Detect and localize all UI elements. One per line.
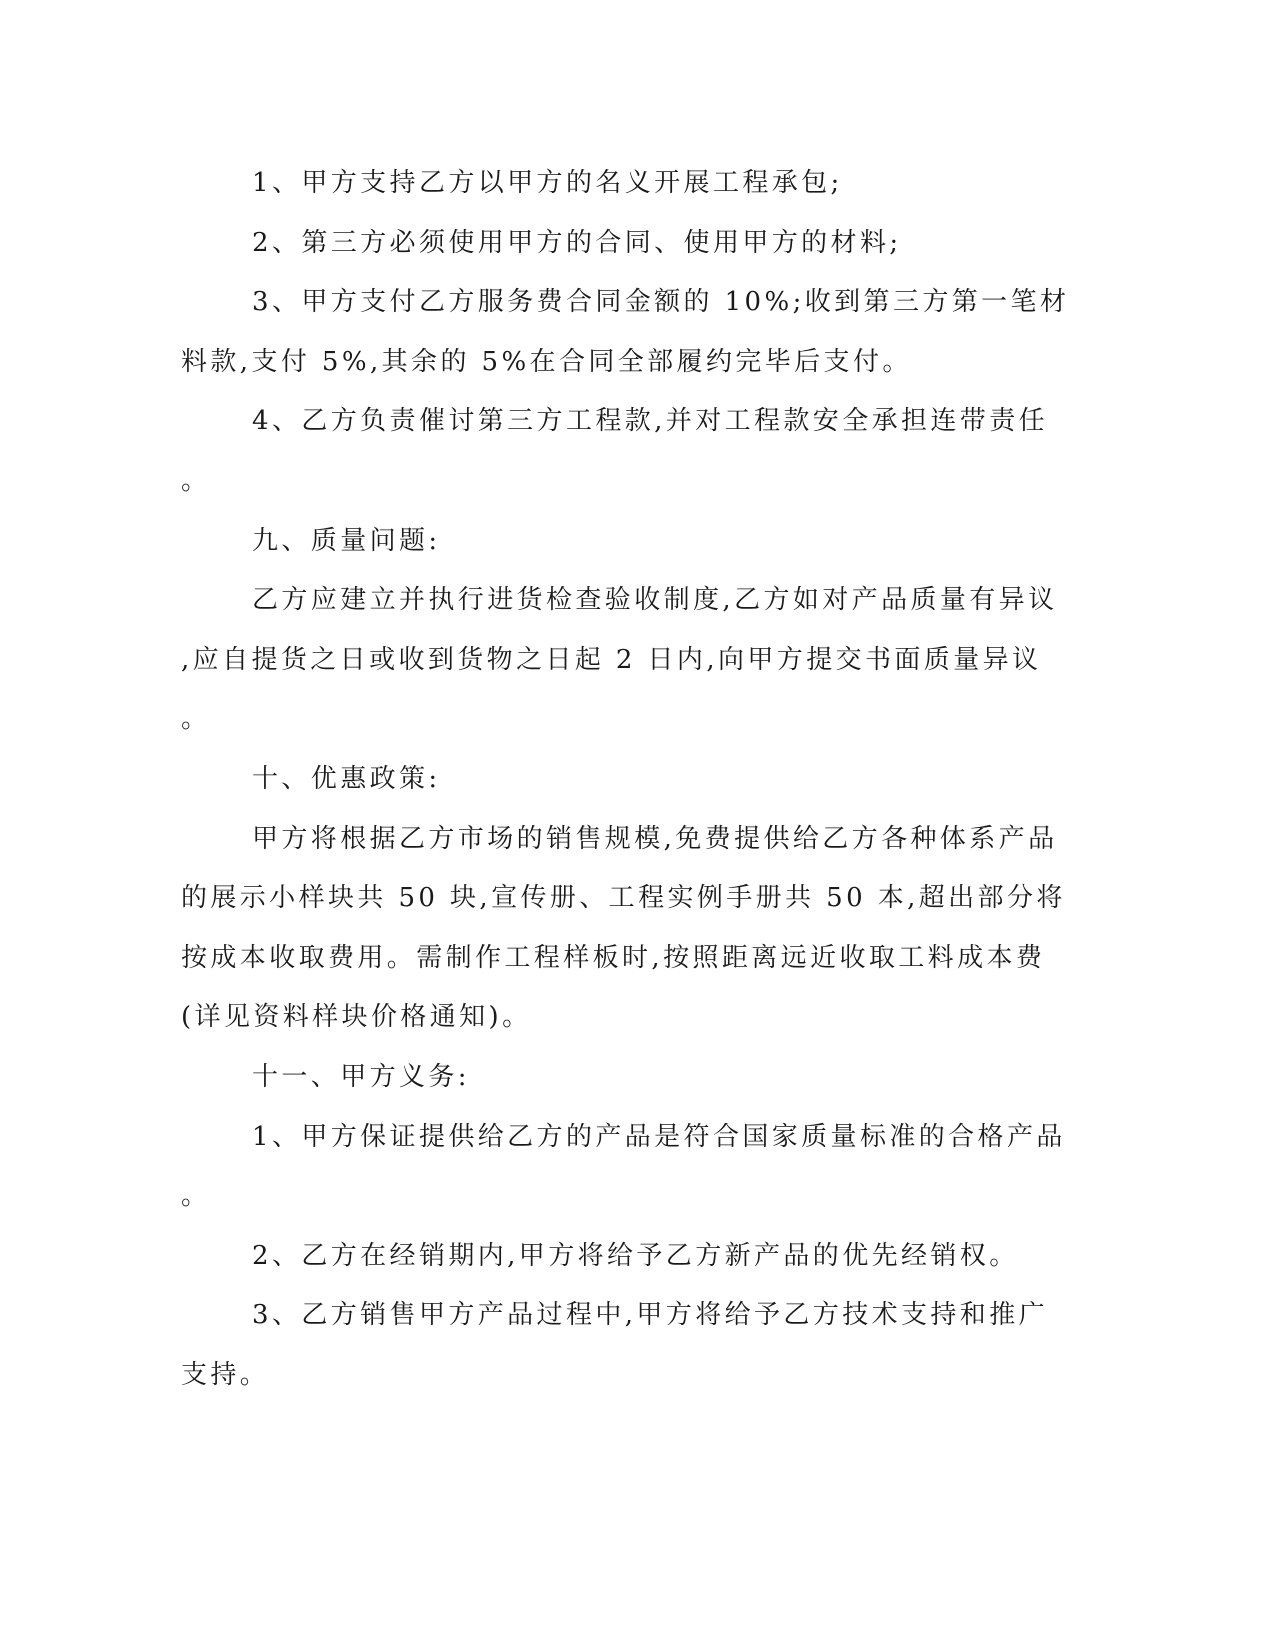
document-body: [181, 154, 1070, 1405]
clause-8-item-2: 2、第三方必须使用甲方的合同、使用甲方的材料;: [252, 227, 902, 258]
clause-8-item-1: 1、甲方支持乙方以甲方的名义开展工程承包;: [252, 168, 843, 198]
section-10-paragraph-line-2: 的展示小样块共 50 块,宣传册、工程实例手册共 50 本,超出部分将: [181, 883, 1066, 914]
section-10-heading: 十、优惠政策:: [252, 763, 441, 794]
clause-8-item-4-line-2: 。: [181, 465, 211, 496]
section-10-paragraph-line-3: 按成本收取费用。需制作工程样板时,按照距离远近收取工料成本费: [181, 942, 1046, 973]
section-10-paragraph-line-4: (详见资料样块价格通知)。: [181, 1002, 532, 1033]
section-9-heading: 九、质量问题:: [252, 525, 441, 556]
section-11-item-2: 2、乙方在经销期内,甲方将给予乙方新产品的优先经销权。: [252, 1240, 1019, 1271]
section-11-item-1-line-1: 1、甲方保证提供给乙方的产品是符合国家质量标准的合格产品: [252, 1121, 1066, 1152]
section-9-paragraph-line-3: 。: [181, 704, 211, 735]
section-10-paragraph-line-1: 甲方将根据乙方市场的销售规模,免费提供给乙方各种体系产品: [252, 823, 1058, 854]
section-9-paragraph-line-2: ,应自提货之日或收到货物之日起 2 日内,向甲方提交书面质量异议: [181, 644, 1042, 675]
section-9-paragraph-line-1: 乙方应建立并执行进货检查验收制度,乙方如对产品质量有异议: [252, 585, 1058, 616]
clause-8-item-4-line-1: 4、乙方负责催讨第三方工程款,并对工程款安全承担连带责任: [252, 406, 1049, 437]
section-11-item-3-line-2: 支持。: [181, 1359, 270, 1390]
section-11-item-1-line-2: 。: [181, 1181, 211, 1212]
section-11-item-3-line-1: 3、乙方销售甲方产品过程中,甲方将给予乙方技术支持和推广: [252, 1300, 1049, 1331]
section-11-heading: 十一、甲方义务:: [252, 1061, 470, 1092]
clause-8-item-3-line-2: 料款,支付 5%,其余的 5%在合同全部履约完毕后支付。: [181, 346, 912, 377]
clause-8-item-3-line-1: 3、甲方支付乙方服务费合同金额的 10%;收到第三方第一笔材: [252, 287, 1070, 318]
